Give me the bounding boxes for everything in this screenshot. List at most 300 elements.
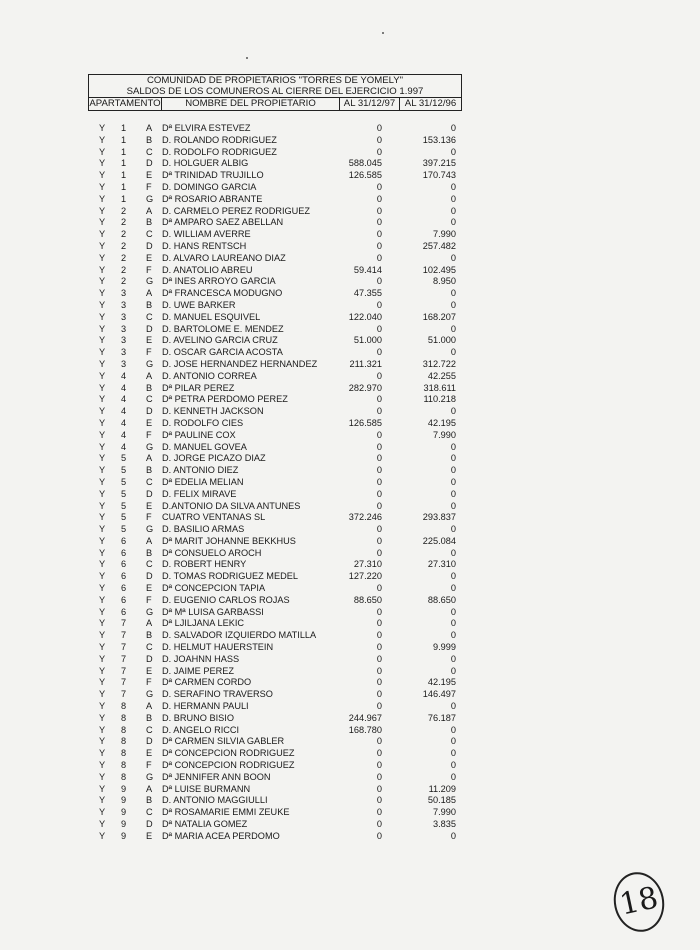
floor-number: 5 — [121, 512, 127, 523]
owner-name: D. MANUEL GOVEA — [162, 441, 247, 452]
floor-number: 4 — [121, 370, 127, 381]
balance-1997: 0 — [376, 807, 382, 818]
balance-1997: 0 — [376, 535, 382, 546]
scan-speck — [246, 57, 248, 59]
floor-number: 7 — [121, 677, 127, 688]
balance-1996: 42.195 — [427, 677, 456, 688]
floor-number: 3 — [121, 288, 127, 299]
balance-1997: 0 — [376, 701, 382, 712]
unit-letter: A — [146, 618, 153, 629]
tower-letter: Y — [99, 630, 106, 641]
owner-name: Dª JENNIFER ANN BOON — [162, 771, 271, 782]
tower-letter: Y — [99, 264, 106, 275]
unit-letter: C — [146, 642, 153, 653]
table-row — [0, 312, 700, 324]
floor-number: 7 — [121, 665, 127, 676]
table-row — [0, 607, 700, 619]
floor-number: 2 — [121, 240, 127, 251]
floor-number: 9 — [121, 807, 127, 818]
owner-name: D. JOAHNN HASS — [162, 653, 240, 664]
owner-name: D. ALVARO LAUREANO DIAZ — [162, 252, 286, 263]
unit-letter: E — [146, 252, 153, 263]
tower-letter: Y — [99, 123, 106, 133]
unit-letter: E — [146, 417, 153, 428]
tower-letter: Y — [99, 252, 106, 263]
balance-1996: 0 — [450, 524, 456, 535]
balance-1996: 76.187 — [427, 712, 456, 723]
unit-letter: B — [146, 547, 153, 558]
table-row — [0, 147, 700, 159]
tower-letter: Y — [99, 299, 106, 310]
floor-number: 2 — [121, 252, 127, 263]
owner-name: D. ANATOLIO ABREU — [162, 264, 253, 275]
tower-letter: Y — [99, 170, 106, 181]
floor-number: 9 — [121, 795, 127, 806]
floor-number: 1 — [121, 134, 127, 145]
table-row — [0, 559, 700, 571]
balance-1997: 0 — [376, 465, 382, 476]
table-row — [0, 807, 700, 819]
unit-letter: E — [146, 665, 153, 676]
balance-1997: 0 — [376, 760, 382, 771]
table-row — [0, 689, 700, 701]
tower-letter: Y — [99, 689, 106, 700]
unit-letter: G — [146, 358, 154, 369]
table-row — [0, 819, 700, 831]
unit-letter: B — [146, 795, 153, 806]
owner-name: D. JAIME PEREZ — [162, 665, 234, 676]
unit-letter: B — [146, 712, 153, 723]
owner-name: D. RODOLFO RODRIGUEZ — [162, 146, 277, 157]
balance-1997: 126.585 — [348, 170, 382, 181]
scan-speck — [382, 32, 384, 34]
unit-letter: E — [146, 583, 153, 594]
tower-letter: Y — [99, 795, 106, 806]
balance-1996: 0 — [450, 583, 456, 594]
table-row — [0, 630, 700, 642]
floor-number: 8 — [121, 724, 127, 735]
balance-1997: 0 — [376, 240, 382, 251]
balance-1997: 0 — [376, 229, 382, 240]
balance-1997: 0 — [376, 771, 382, 782]
balance-1996: 0 — [450, 760, 456, 771]
floor-number: 8 — [121, 712, 127, 723]
owner-name: Dª PILAR PEREZ — [162, 382, 235, 393]
balance-1997: 0 — [376, 677, 382, 688]
owner-name: D. ANTONIO DIEZ — [162, 465, 239, 476]
floor-number: 6 — [121, 583, 127, 594]
balance-1997: 282.970 — [348, 382, 382, 393]
owner-name: D. TOMAS RODRIGUEZ MEDEL — [162, 571, 298, 582]
owner-name: D. FELIX MIRAVE — [162, 488, 237, 499]
owner-name: D. KENNETH JACKSON — [162, 406, 264, 417]
balance-1996: 0 — [450, 347, 456, 358]
balance-1996: 146.497 — [422, 689, 456, 700]
tower-letter: Y — [99, 736, 106, 747]
unit-letter: D — [146, 571, 153, 582]
balance-1997: 0 — [376, 217, 382, 228]
table-row — [0, 725, 700, 737]
owner-name: CUATRO VENTANAS SL — [162, 512, 266, 523]
unit-letter: A — [146, 288, 153, 299]
balance-1996: 102.495 — [422, 264, 456, 275]
balance-1997: 0 — [376, 406, 382, 417]
balance-1997: 0 — [376, 830, 382, 841]
balance-1997: 0 — [376, 123, 382, 133]
balance-1997: 0 — [376, 252, 382, 263]
balance-1997: 588.045 — [348, 158, 382, 169]
floor-number: 5 — [121, 476, 127, 487]
owner-name: D. OSCAR GARCIA ACOSTA — [162, 347, 283, 358]
floor-number: 2 — [121, 205, 127, 216]
balance-1997: 126.585 — [348, 417, 382, 428]
floor-number: 8 — [121, 760, 127, 771]
table-row — [0, 748, 700, 760]
unit-letter: B — [146, 630, 153, 641]
floor-number: 1 — [121, 193, 127, 204]
balance-1996: 0 — [450, 665, 456, 676]
floor-number: 2 — [121, 276, 127, 287]
tower-letter: Y — [99, 358, 106, 369]
tower-letter: Y — [99, 229, 106, 240]
table-row — [0, 265, 700, 277]
tower-letter: Y — [99, 488, 106, 499]
balance-1997: 0 — [376, 618, 382, 629]
floor-number: 2 — [121, 217, 127, 228]
unit-letter: A — [146, 205, 153, 216]
balance-1997: 0 — [376, 606, 382, 617]
floor-number: 2 — [121, 229, 127, 240]
owner-name: D. EUGENIO CARLOS ROJAS — [162, 594, 290, 605]
table-row — [0, 512, 700, 524]
tower-letter: Y — [99, 606, 106, 617]
table-row — [0, 158, 700, 170]
balance-1996: 0 — [450, 618, 456, 629]
balance-1996: 8.950 — [433, 276, 456, 287]
col-balance-1997: AL 31/12/97 — [340, 98, 400, 110]
floor-number: 4 — [121, 382, 127, 393]
floor-number: 4 — [121, 406, 127, 417]
unit-letter: B — [146, 299, 153, 310]
unit-letter: B — [146, 382, 153, 393]
table-row — [0, 489, 700, 501]
table-row — [0, 324, 700, 336]
unit-letter: E — [146, 500, 153, 511]
owner-name: D. HERMANN PAULI — [162, 701, 249, 712]
unit-letter: A — [146, 453, 153, 464]
balances-table — [0, 123, 700, 843]
balance-1996: 110.218 — [423, 394, 456, 405]
unit-letter: F — [146, 760, 152, 771]
balance-1996: 0 — [450, 406, 456, 417]
tower-letter: Y — [99, 311, 106, 322]
balance-1997: 0 — [376, 524, 382, 535]
balance-1996: 3.835 — [433, 819, 456, 830]
owner-name: D. BASILIO ARMAS — [162, 524, 245, 535]
balance-1996: 88.650 — [427, 594, 456, 605]
balance-1997: 59.414 — [353, 264, 382, 275]
balance-1997: 372.246 — [348, 512, 382, 523]
unit-letter: E — [146, 170, 153, 181]
unit-letter: D — [146, 158, 153, 169]
table-row — [0, 135, 700, 147]
balance-1996: 0 — [450, 217, 456, 228]
tower-letter: Y — [99, 677, 106, 688]
table-row — [0, 595, 700, 607]
unit-letter: G — [146, 193, 154, 204]
floor-number: 5 — [121, 453, 127, 464]
table-row — [0, 253, 700, 265]
unit-letter: A — [146, 535, 153, 546]
tower-letter: Y — [99, 335, 106, 346]
floor-number: 6 — [121, 547, 127, 558]
table-row — [0, 206, 700, 218]
unit-letter: E — [146, 830, 153, 841]
table-row — [0, 453, 700, 465]
tower-letter: Y — [99, 594, 106, 605]
unit-letter: D — [146, 736, 153, 747]
tower-letter: Y — [99, 217, 106, 228]
floor-number: 8 — [121, 701, 127, 712]
owner-name: Dª EDELIA MELIAN — [162, 476, 244, 487]
table-row — [0, 736, 700, 748]
balance-1996: 0 — [450, 736, 456, 747]
unit-letter: B — [146, 134, 153, 145]
unit-letter: C — [146, 311, 153, 322]
table-row — [0, 713, 700, 725]
balance-1997: 0 — [376, 299, 382, 310]
unit-letter: C — [146, 807, 153, 818]
table-row — [0, 784, 700, 796]
table-row — [0, 359, 700, 371]
unit-letter: D — [146, 406, 153, 417]
tower-letter: Y — [99, 134, 106, 145]
balance-1997: 0 — [376, 181, 382, 192]
balance-1996: 0 — [450, 123, 456, 133]
owner-name: Dª FRANCESCA MODUGNO — [162, 288, 283, 299]
table-row — [0, 548, 700, 560]
unit-letter: A — [146, 783, 153, 794]
floor-number: 7 — [121, 618, 127, 629]
tower-letter: Y — [99, 724, 106, 735]
balance-1996: 11.209 — [428, 783, 456, 794]
floor-number: 1 — [121, 170, 127, 181]
floor-number: 1 — [121, 158, 127, 169]
balance-1996: 0 — [450, 547, 456, 558]
table-row — [0, 477, 700, 489]
table-row — [0, 288, 700, 300]
balance-1996: 0 — [450, 465, 456, 476]
balance-1996: 7.990 — [433, 807, 456, 818]
report-subtitle: SALDOS DE LOS COMUNEROS AL CIERRE DEL EJERCICIO 1.997 — [126, 86, 424, 97]
table-row — [0, 194, 700, 206]
owner-name: D. ANGELO RICCI — [162, 724, 240, 735]
floor-number: 5 — [121, 488, 127, 499]
community-title: COMUNIDAD DE PROPIETARIOS "TORRES DE YOMELY" — [146, 75, 404, 86]
floor-number: 3 — [121, 311, 127, 322]
tower-letter: Y — [99, 748, 106, 759]
floor-number: 7 — [121, 689, 127, 700]
balance-1997: 0 — [376, 689, 382, 700]
tower-letter: Y — [99, 158, 106, 169]
balance-1997: 0 — [376, 441, 382, 452]
floor-number: 9 — [121, 819, 127, 830]
owner-name: D. HANS RENTSCH — [162, 240, 247, 251]
balance-1996: 0 — [450, 453, 456, 464]
owner-name: Dª CONCEPCION RODRIGUEZ — [162, 748, 295, 759]
floor-number: 7 — [121, 630, 127, 641]
unit-letter: G — [146, 771, 154, 782]
balance-1996: 0 — [450, 500, 456, 511]
floor-number: 2 — [121, 264, 127, 275]
balance-1996: 7.990 — [433, 429, 456, 440]
floor-number: 4 — [121, 429, 127, 440]
handwritten-page-number: 18 — [608, 867, 669, 936]
unit-letter: B — [146, 465, 153, 476]
balance-1997: 47.355 — [353, 288, 382, 299]
unit-letter: D — [146, 653, 153, 664]
tower-letter: Y — [99, 771, 106, 782]
table-row — [0, 571, 700, 583]
owner-name: Dª CONCEPCION RODRIGUEZ — [162, 760, 295, 771]
owner-name: Dª CARMEN SILVIA GABLER — [162, 736, 285, 747]
balance-1997: 51.000 — [353, 335, 382, 346]
owner-name: Dª AMPARO SAEZ ABELLAN — [162, 217, 284, 228]
unit-letter: E — [146, 748, 153, 759]
tower-letter: Y — [99, 429, 106, 440]
floor-number: 3 — [121, 358, 127, 369]
balance-1996: 257.482 — [422, 240, 456, 251]
balance-1997: 0 — [376, 583, 382, 594]
owner-name: Dª MARIA ACEA PERDOMO — [162, 830, 280, 841]
balance-1996: 0 — [450, 205, 456, 216]
balance-1997: 0 — [376, 642, 382, 653]
tower-letter: Y — [99, 535, 106, 546]
balance-1997: 0 — [376, 476, 382, 487]
table-row — [0, 442, 700, 454]
balance-1996: 0 — [450, 323, 456, 334]
floor-number: 4 — [121, 441, 127, 452]
balance-1997: 0 — [376, 347, 382, 358]
balance-1996: 0 — [450, 193, 456, 204]
floor-number: 3 — [121, 323, 127, 334]
tower-letter: Y — [99, 181, 106, 192]
balance-1996: 0 — [450, 299, 456, 310]
unit-letter: G — [146, 441, 154, 452]
balance-1997: 0 — [376, 795, 382, 806]
unit-letter: C — [146, 476, 153, 487]
balance-1997: 0 — [376, 547, 382, 558]
table-row — [0, 170, 700, 182]
balance-1997: 0 — [376, 146, 382, 157]
table-row — [0, 465, 700, 477]
tower-letter: Y — [99, 571, 106, 582]
owner-name: D. SALVADOR IZQUIERDO MATILLA — [162, 630, 317, 641]
unit-letter: A — [146, 370, 153, 381]
unit-letter: F — [146, 264, 152, 275]
balance-1996: 168.207 — [422, 311, 456, 322]
balance-1996: 0 — [450, 748, 456, 759]
owner-name: D. UWE BARKER — [162, 299, 236, 310]
owner-name: Dª ROSARIO ABRANTE — [162, 193, 263, 204]
tower-letter: Y — [99, 323, 106, 334]
balance-1996: 0 — [450, 630, 456, 641]
table-row — [0, 795, 700, 807]
tower-letter: Y — [99, 807, 106, 818]
tower-letter: Y — [99, 830, 106, 841]
tower-letter: Y — [99, 583, 106, 594]
tower-letter: Y — [99, 146, 106, 157]
table-row — [0, 229, 700, 241]
table-row — [0, 383, 700, 395]
balance-1996: 170.743 — [422, 170, 456, 181]
unit-letter: G — [146, 606, 154, 617]
balance-1996: 0 — [450, 441, 456, 452]
floor-number: 7 — [121, 653, 127, 664]
owner-name: Dª CONCEPCION TAPIA — [162, 583, 266, 594]
unit-letter: F — [146, 429, 152, 440]
owner-name: Dª ELVIRA ESTEVEZ — [162, 123, 251, 133]
owner-name: D. MANUEL ESQUIVEL — [162, 311, 261, 322]
table-row — [0, 182, 700, 194]
tower-letter: Y — [99, 288, 106, 299]
balance-1996: 0 — [450, 771, 456, 782]
floor-number: 6 — [121, 535, 127, 546]
tower-letter: Y — [99, 559, 106, 570]
balance-1997: 0 — [376, 653, 382, 664]
balance-1996: 0 — [450, 606, 456, 617]
balance-1996: 0 — [450, 252, 456, 263]
owner-name: D. RODOLFO CIES — [162, 417, 244, 428]
owner-name: D. HELMUT HAUERSTEIN — [162, 642, 274, 653]
unit-letter: G — [146, 276, 154, 287]
balance-1996: 293.837 — [422, 512, 456, 523]
table-row — [0, 536, 700, 548]
owner-name: D. ROLANDO RODRIGUEZ — [162, 134, 277, 145]
floor-number: 4 — [121, 417, 127, 428]
balance-1997: 0 — [376, 500, 382, 511]
balance-1996: 0 — [450, 571, 456, 582]
balance-1997: 0 — [376, 488, 382, 499]
table-row — [0, 418, 700, 430]
floor-number: 9 — [121, 783, 127, 794]
balance-1996: 42.255 — [427, 370, 456, 381]
floor-number: 5 — [121, 465, 127, 476]
table-row — [0, 666, 700, 678]
balance-1997: 122.040 — [348, 311, 382, 322]
table-row — [0, 371, 700, 383]
unit-letter: A — [146, 123, 153, 133]
unit-letter: D — [146, 240, 153, 251]
tower-letter: Y — [99, 276, 106, 287]
balance-1996: 397.215 — [422, 158, 456, 169]
table-row — [0, 642, 700, 654]
table-row — [0, 654, 700, 666]
unit-letter: C — [146, 146, 153, 157]
tower-letter: Y — [99, 240, 106, 251]
table-row — [0, 123, 700, 135]
owner-name: D. JOSE HERNANDEZ HERNANDEZ — [162, 358, 318, 369]
owner-name: D. DOMINGO GARCIA — [162, 181, 257, 192]
unit-letter: A — [146, 701, 153, 712]
balance-1997: 0 — [376, 276, 382, 287]
floor-number: 7 — [121, 642, 127, 653]
report-header — [88, 74, 462, 111]
tower-letter: Y — [99, 642, 106, 653]
balance-1996: 51.000 — [427, 335, 456, 346]
unit-letter: F — [146, 677, 152, 688]
unit-letter: B — [146, 217, 153, 228]
